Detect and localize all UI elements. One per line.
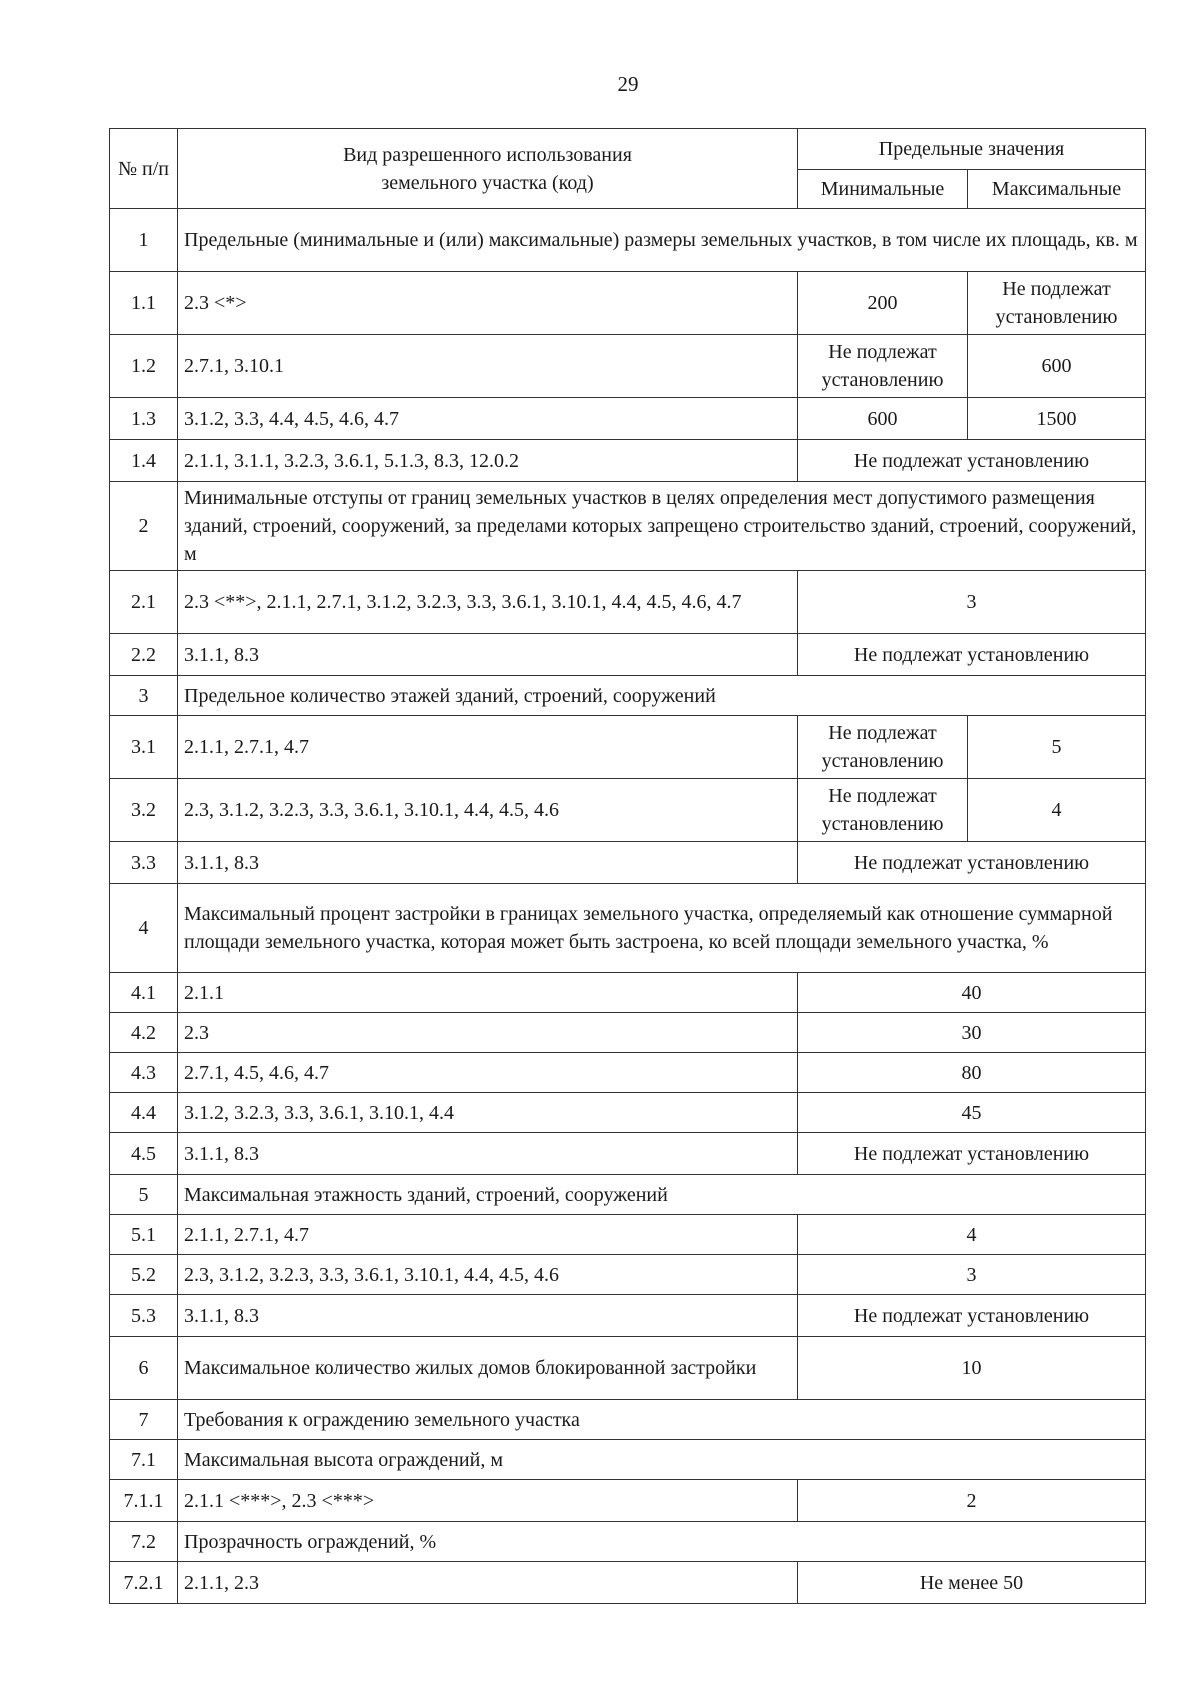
usage-codes: 3.1.1, 8.3 <box>178 842 798 884</box>
limit-value: 45 <box>798 1093 1146 1133</box>
table-row <box>110 1562 1146 1604</box>
usage-codes: 2.3 <**>, 2.1.1, 2.7.1, 3.1.2, 3.2.3, 3.3, 3.6.1, 3.10.1, 4.4, 4.5, 4.6, 4.7 <box>178 571 798 634</box>
header-min: Минимальные <box>798 170 968 209</box>
usage-codes: 3.1.2, 3.3, 4.4, 4.5, 4.6, 4.7 <box>178 398 798 440</box>
header-kind: Вид разрешенного использования земельного участка (код) <box>178 129 798 209</box>
row-number: 7.1.1 <box>110 1480 178 1522</box>
usage-codes: 2.7.1, 4.5, 4.6, 4.7 <box>178 1053 798 1093</box>
row-number: 5.2 <box>110 1255 178 1295</box>
section-title: Максимальный процент застройки в границах земельного участка, определяемый как отношение суммарной площади земельного участка, которая может быть застроена, ко всей площади земельного участка, % <box>178 884 1146 973</box>
row-number: 4.2 <box>110 1013 178 1053</box>
min-value: Не подлежат установлению <box>798 716 968 779</box>
table-row <box>110 842 1146 884</box>
max-value: 1500 <box>968 398 1146 440</box>
row-number: 2.2 <box>110 634 178 676</box>
table-row <box>110 1255 1146 1295</box>
usage-codes: 2.1.1, 2.3 <box>178 1562 798 1604</box>
usage-codes: 3.1.1, 8.3 <box>178 634 798 676</box>
table-row <box>110 1295 1146 1337</box>
limit-value: 80 <box>798 1053 1146 1093</box>
table-row <box>110 398 1146 440</box>
limit-value: Не менее 50 <box>798 1562 1146 1604</box>
table-row <box>110 482 1146 571</box>
usage-codes: 2.7.1, 3.10.1 <box>178 335 798 398</box>
row-number: 2 <box>110 482 178 571</box>
table-row <box>110 1013 1146 1053</box>
limit-value: Не подлежат установлению <box>798 1295 1146 1337</box>
row-number: 4.3 <box>110 1053 178 1093</box>
row-number: 1.3 <box>110 398 178 440</box>
row-number: 5 <box>110 1175 178 1215</box>
usage-codes: 3.1.2, 3.2.3, 3.3, 3.6.1, 3.10.1, 4.4 <box>178 1093 798 1133</box>
row-number: 2.1 <box>110 571 178 634</box>
section-title: Предельное количество этажей зданий, строений, сооружений <box>178 676 1146 716</box>
table-row <box>110 1337 1146 1400</box>
row-number: 7.2.1 <box>110 1562 178 1604</box>
table-row <box>110 1175 1146 1215</box>
table-row <box>110 1440 1146 1480</box>
row-number: 3 <box>110 676 178 716</box>
usage-codes: 2.1.1 <***>, 2.3 <***> <box>178 1480 798 1522</box>
usage-codes: 3.1.1, 8.3 <box>178 1133 798 1175</box>
row-number: 7 <box>110 1400 178 1440</box>
row-number: 7.2 <box>110 1522 178 1562</box>
table-row <box>110 1093 1146 1133</box>
header-max: Максимальные <box>968 170 1146 209</box>
usage-codes: 2.3, 3.1.2, 3.2.3, 3.3, 3.6.1, 3.10.1, 4.4, 4.5, 4.6 <box>178 1255 798 1295</box>
header-num: № п/п <box>110 129 178 209</box>
min-value: Не подлежат установлению <box>798 779 968 842</box>
limit-value: 3 <box>798 1255 1146 1295</box>
header-limits: Предельные значения <box>798 129 1146 170</box>
max-value: Не подлежат установлению <box>968 272 1146 335</box>
row-number: 1.4 <box>110 440 178 482</box>
max-value: 4 <box>968 779 1146 842</box>
usage-codes: 2.1.1, 2.7.1, 4.7 <box>178 1215 798 1255</box>
row-number: 5.3 <box>110 1295 178 1337</box>
limits-table <box>109 128 1146 1604</box>
limit-value: Не подлежат установлению <box>798 842 1146 884</box>
row-number: 4.5 <box>110 1133 178 1175</box>
table-row <box>110 571 1146 634</box>
min-value: Не подлежат установлению <box>798 335 968 398</box>
min-value: 600 <box>798 398 968 440</box>
usage-codes: 2.3 <*> <box>178 272 798 335</box>
row-number: 4.1 <box>110 973 178 1013</box>
section-title: Максимальная высота ограждений, м <box>178 1440 1146 1480</box>
limit-value: 4 <box>798 1215 1146 1255</box>
table-row <box>110 1522 1146 1562</box>
usage-codes: 2.1.1, 3.1.1, 3.2.3, 3.6.1, 5.1.3, 8.3, 12.0.2 <box>178 440 798 482</box>
table-row <box>110 335 1146 398</box>
usage-codes: 2.1.1, 2.7.1, 4.7 <box>178 716 798 779</box>
section-title: Прозрачность ограждений, % <box>178 1522 1146 1562</box>
section-title: Предельные (минимальные и (или) максимальные) размеры земельных участков, в том числе их площадь, кв. м <box>178 209 1146 272</box>
table-row <box>110 440 1146 482</box>
table-row <box>110 1133 1146 1175</box>
row-number: 3.1 <box>110 716 178 779</box>
limit-value: Не подлежат установлению <box>798 440 1146 482</box>
row-number: 4.4 <box>110 1093 178 1133</box>
row-number: 4 <box>110 884 178 973</box>
usage-codes: 2.3 <box>178 1013 798 1053</box>
table-row <box>110 1400 1146 1440</box>
table-row <box>110 676 1146 716</box>
min-value: 200 <box>798 272 968 335</box>
section-title: Минимальные отступы от границ земельных участков в целях определения мест допустимого размещения зданий, строений, сооружений, за пределами которых запрещено строительство зданий, строений, сооружений, м <box>178 482 1146 571</box>
table-row <box>110 716 1146 779</box>
row-number: 3.3 <box>110 842 178 884</box>
row-number: 1 <box>110 209 178 272</box>
usage-codes: 2.1.1 <box>178 973 798 1013</box>
row-number: 5.1 <box>110 1215 178 1255</box>
limit-value: Не подлежат установлению <box>798 1133 1146 1175</box>
limit-value: 40 <box>798 973 1146 1013</box>
table-header-row <box>110 129 1146 170</box>
row-number: 6 <box>110 1337 178 1400</box>
table-row <box>110 884 1146 973</box>
limit-value: Не подлежат установлению <box>798 634 1146 676</box>
table-row <box>110 209 1146 272</box>
table-row <box>110 272 1146 335</box>
usage-codes: Максимальное количество жилых домов блокированной застройки <box>178 1337 798 1400</box>
page-number: 29 <box>617 72 639 96</box>
section-title: Максимальная этажность зданий, строений, сооружений <box>178 1175 1146 1215</box>
limit-value: 2 <box>798 1480 1146 1522</box>
row-number: 1.2 <box>110 335 178 398</box>
table-row <box>110 973 1146 1013</box>
section-title: Требования к ограждению земельного участка <box>178 1400 1146 1440</box>
row-number: 1.1 <box>110 272 178 335</box>
row-number: 7.1 <box>110 1440 178 1480</box>
table-row <box>110 779 1146 842</box>
usage-codes: 3.1.1, 8.3 <box>178 1295 798 1337</box>
table-row <box>110 1480 1146 1522</box>
table-row <box>110 1215 1146 1255</box>
row-number: 3.2 <box>110 779 178 842</box>
table-row <box>110 1053 1146 1093</box>
max-value: 5 <box>968 716 1146 779</box>
table-row <box>110 634 1146 676</box>
limit-value: 3 <box>798 571 1146 634</box>
max-value: 600 <box>968 335 1146 398</box>
limit-value: 10 <box>798 1337 1146 1400</box>
usage-codes: 2.3, 3.1.2, 3.2.3, 3.3, 3.6.1, 3.10.1, 4.4, 4.5, 4.6 <box>178 779 798 842</box>
limit-value: 30 <box>798 1013 1146 1053</box>
